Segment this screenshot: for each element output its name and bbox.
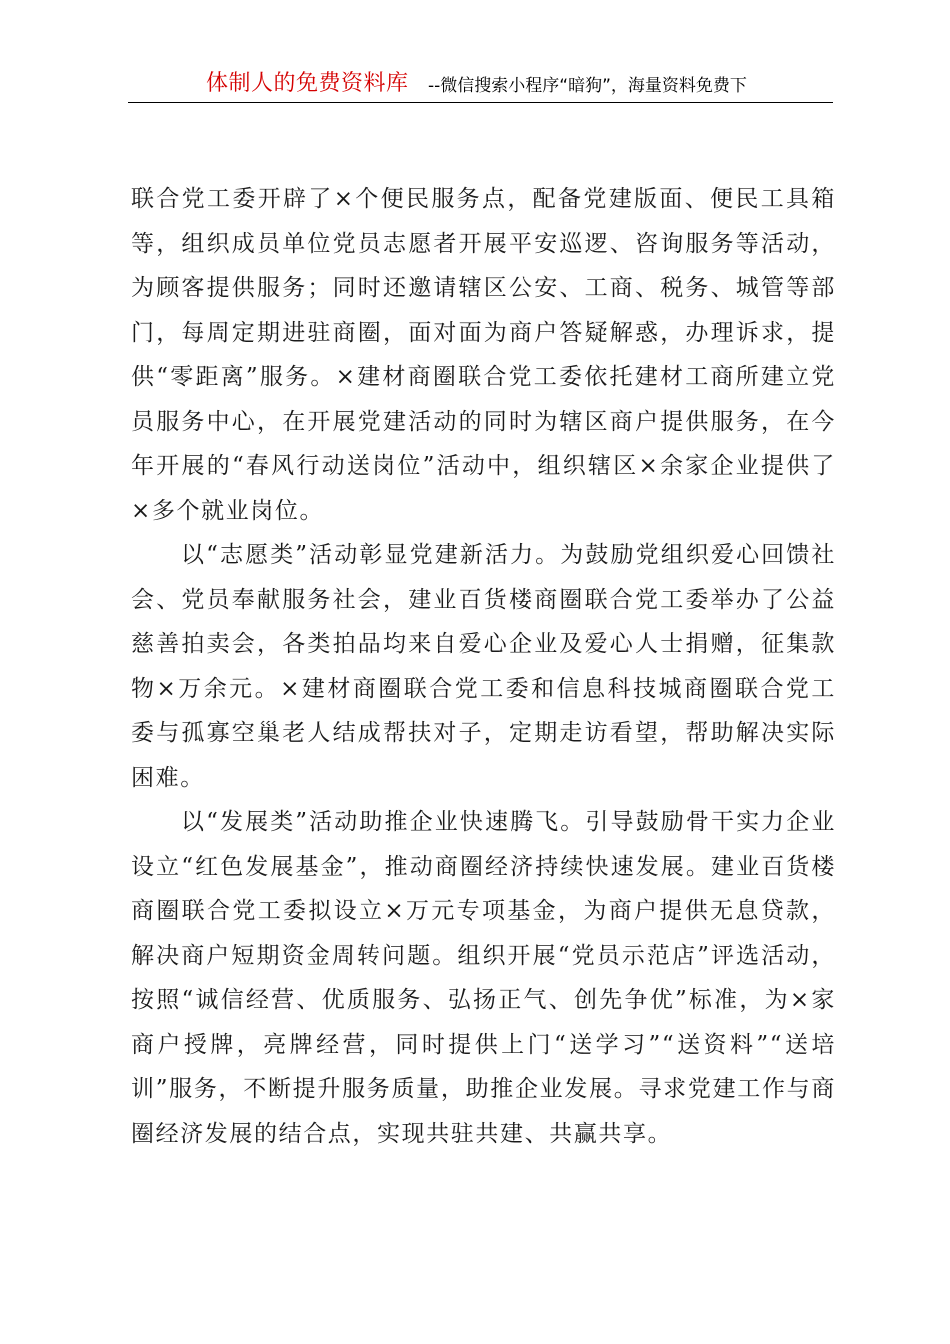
paragraph-development: 以“发展类”活动助推企业快速腾飞。引导鼓励骨干实力企业设立“红色发展基金”，推动商圈经济持续快速发展。建业百货楼商圈联合党工委拟设立×万元专项基金，为商户提供无息贷款，解决商户短期资金周转问题。组织开展“党员示范店”评选活动，按照“诚信经营、优质服务、弘扬正气、创先争优”标准，为×家商户授牌，亮牌经营，同时提供上门“送学习”“送资料”“送培训”服务，不断提升服务质量，助推企业发展。寻求党建工作与商圈经济发展的结合点，实现共驻共建、共赢共享。 [131, 809, 836, 1147]
header-subtitle: --微信搜索小程序“暗狗”，海量资料免费下 [428, 76, 747, 96]
paragraph-volunteer: 以“志愿类”活动彰显党建新活力。为鼓励党组织爱心回馈社会、党员奉献服务社会，建业百货楼商圈联合党工委举办了公益慈善拍卖会，各类拍品均来自爱心企业及爱心人士捐赠，征集款物×万余元。×建材商圈联合党工委和信息科技城商圈联合党工委与孤寡空巢老人结成帮扶对子，定期走访看望，帮助解决实际困难。 [131, 542, 836, 791]
header-brand-title: 体制人的免费资料库 [206, 71, 409, 96]
paragraph-continuation: 联合党工委开辟了×个便民服务点，配备党建版面、便民工具箱等，组织成员单位党员志愿者开展平安巡逻、咨询服务等活动，为顾客提供服务；同时还邀请辖区公安、工商、税务、城管等部门，每周定期进驻商圈，面对面为商户答疑解惑，办理诉求，提供“零距离”服务。×建材商圈联合党工委依托建材工商所建立党员服务中心，在开展党建活动的同时为辖区商户提供服务，在今年开展的“春风行动送岗位”活动中，组织辖区×余家企业提供了×多个就业岗位。 [131, 186, 836, 524]
page-header [128, 68, 833, 103]
document-body [131, 177, 836, 1156]
